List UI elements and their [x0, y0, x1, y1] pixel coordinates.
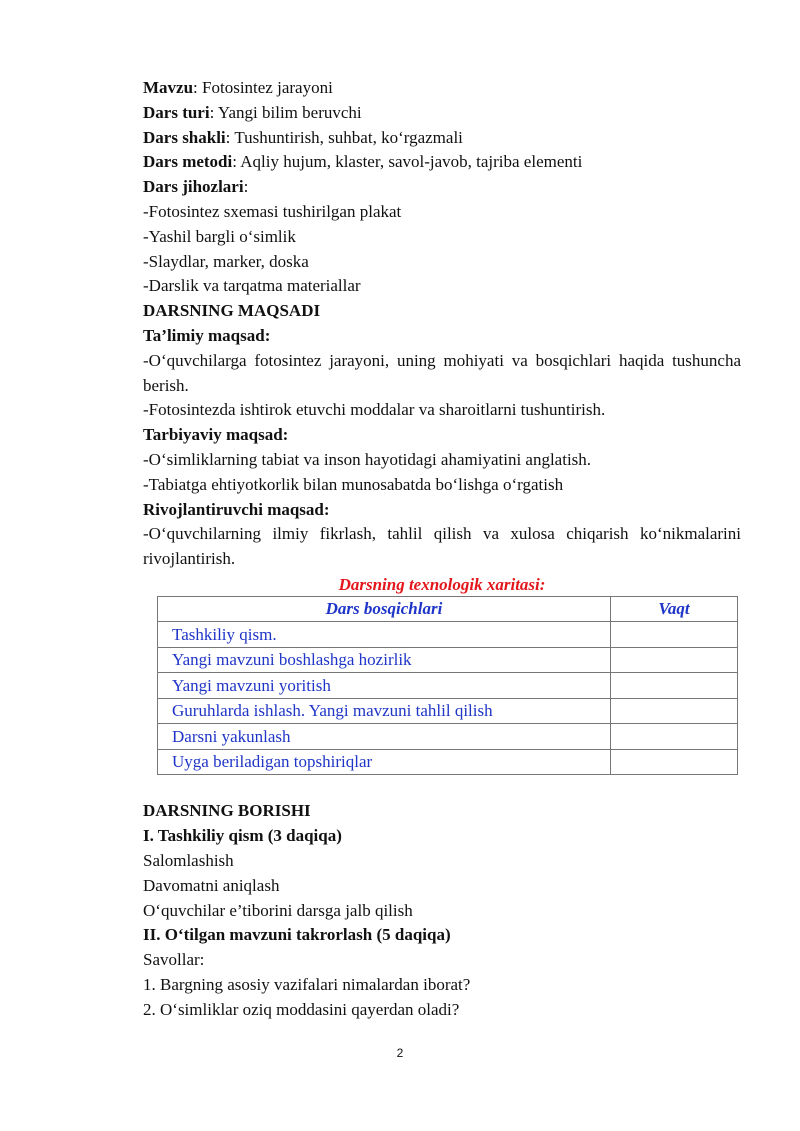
stage-cell: Uyga beriladigan topshiriqlar — [158, 749, 611, 775]
section-2-question: 2. O‘simliklar oziq moddasini qayerdan oladi? — [143, 999, 460, 1019]
section-2-heading: II. O‘tilgan mavzuni takrorlash (5 daqiqa) — [143, 925, 451, 945]
tech-map-header-row — [158, 596, 738, 622]
educational-goal-item: -Fotosintezda ishtirok etuvchi moddalar va sharoitlarni tushuntirish. — [143, 400, 606, 420]
section-2-intro: Savollar: — [143, 950, 205, 970]
developmental-goal-item: -O‘quvchilarning ilmiy fikrlash, tahlil qilish va xulosa chiqarish ko‘nikmalarini rivojlantirish. — [143, 524, 741, 569]
equipment-item: -Darslik va tarqatma materiallar — [143, 276, 361, 296]
topic-label: Mavzu — [143, 78, 194, 97]
developmental-goal-heading: Rivojlantiruvchi maqsad: — [143, 499, 330, 519]
section-1-item: Davomatni aniqlash — [143, 875, 280, 895]
time-cell — [611, 673, 738, 699]
lesson-type-label: Dars turi — [143, 102, 210, 122]
progress-heading: DARSNING BORISHI — [143, 801, 311, 821]
lesson-method-label: Dars metodi — [143, 152, 233, 172]
lesson-form-value: : Tushuntirish, suhbat, ko‘rgazmali — [225, 127, 463, 147]
upbringing-goal-item: -O‘simliklarning tabiat va inson hayotidagi ahamiyatini anglatish. — [143, 449, 592, 469]
tech-map-caption: Darsning texnologik xaritasi: — [338, 574, 546, 594]
time-cell — [611, 698, 738, 724]
lesson-method-value: : Aqliy hujum, klaster, savol-javob, tajriba elementi — [232, 152, 583, 172]
table-row — [158, 698, 738, 724]
lesson-type-value: : Yangi bilim beruvchi — [209, 102, 362, 122]
tech-map-table — [157, 596, 738, 776]
lesson-equipment-colon: : — [243, 177, 249, 197]
stage-cell: Darsni yakunlash — [158, 724, 611, 750]
time-cell — [611, 622, 738, 648]
time-column-header: Vaqt — [611, 596, 738, 622]
topic-line — [143, 76, 741, 101]
table-row — [158, 647, 738, 673]
section-spacer — [143, 775, 741, 799]
stage-cell: Yangi mavzuni yoritish — [158, 673, 611, 699]
equipment-item: -Yashil bargli o‘simlik — [143, 226, 296, 246]
section-1-item: Salomlashish — [143, 851, 234, 871]
goals-heading: DARSNING MAQSADI — [143, 301, 321, 321]
lesson-type-line — [143, 101, 741, 126]
equipment-item: -Fotosintez sxemasi tushirilgan plakat — [143, 201, 402, 221]
topic-value: : Fotosintez jarayoni — [193, 78, 333, 97]
lesson-equipment-line — [143, 175, 741, 200]
lesson-form-label: Dars shakli — [143, 127, 226, 147]
stage-cell: Tashkiliy qism. — [158, 622, 611, 648]
table-row — [158, 673, 738, 699]
lesson-form-line — [143, 126, 741, 151]
lesson-method-line — [143, 150, 741, 175]
equipment-item: -Slaydlar, marker, doska — [143, 251, 309, 271]
time-cell — [611, 749, 738, 775]
stage-cell: Guruhlarda ishlash. Yangi mavzuni tahlil qilish — [158, 698, 611, 724]
section-1-item: O‘quvchilar e’tiborini darsga jalb qilish — [143, 900, 413, 920]
page-number: 2 — [396, 1046, 404, 1060]
page-content — [143, 76, 741, 1023]
table-row — [158, 622, 738, 648]
time-cell — [611, 724, 738, 750]
upbringing-goal-heading: Tarbiyaviy maqsad: — [143, 425, 289, 445]
upbringing-goal-item: -Tabiatga ehtiyotkorlik bilan munosabatda bo‘lishga o‘rgatish — [143, 474, 564, 494]
section-2-question: 1. Bargning asosiy vazifalari nimalardan iborat? — [143, 975, 471, 995]
time-cell — [611, 647, 738, 673]
educational-goal-heading: Ta’limiy maqsad: — [143, 325, 271, 345]
educational-goal-item: -O‘quvchilarga fotosintez jarayoni, uning mohiyati va bosqichlari haqida tushuncha berish. — [143, 350, 741, 395]
stage-column-header: Dars bosqichlari — [158, 596, 611, 622]
lesson-equipment-label: Dars jihozlari — [143, 177, 244, 197]
table-row — [158, 749, 738, 775]
stage-cell: Yangi mavzuni boshlashga hozirlik — [158, 647, 611, 673]
table-row — [158, 724, 738, 750]
section-1-heading: I. Tashkiliy qism (3 daqiqa) — [143, 826, 342, 846]
